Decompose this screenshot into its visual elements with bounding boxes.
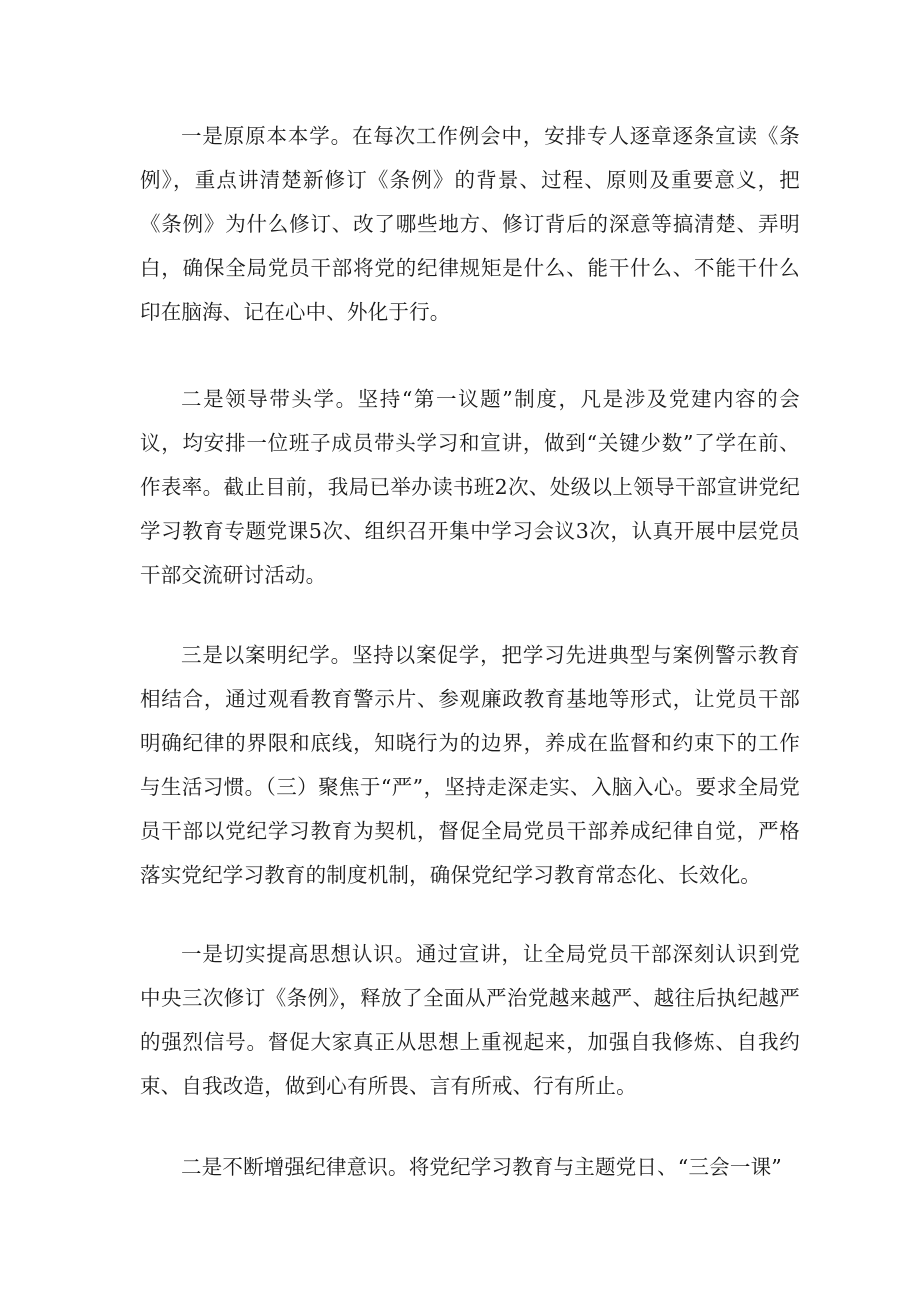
paragraph-raise-awareness: 一是切实提高思想认识。通过宣讲，让全局党员干部深刻认识到党中央三次修订《条例》，释放了全面从严治党越来越严、越往后执纪越严的强烈信号。督促大家真正从思想上重视起来，加强自我修炼、自我约束、自我改造，做到心有所畏、言有所戒、行有所止。 [140, 942, 800, 1098]
paragraph-case-based-study: 三是以案明纪学。坚持以案促学，把学习先进典型与案例警示教育相结合，通过观看教育警示片、参观廉政教育基地等形式，让党员干部明确纪律的界限和底线，知晓行为的边界，养成在监督和约束下的工作与生活习惯。（三）聚焦于“严”，坚持走深走实、入脑入心。要求全局党员干部以党纪学习教育为契机，督促全局党员干部养成纪律自觉，严格落实党纪学习教育的制度机制，确保党纪学习教育常态化、长效化。 [140, 643, 800, 887]
paragraph-study-original-text: 一是原原本本学。在每次工作例会中，安排专人逐章逐条宣读《条例》，重点讲清楚新修订《条例》的背景、过程、原则及重要意义，把《条例》为什么修订、改了哪些地方、修订背后的深意等搞清楚、弄明白，确保全局党员干部将党的纪律规矩是什么、能干什么、不能干什么印在脑海、记在心中、外化于行。 [140, 124, 800, 324]
paragraph-strengthen-discipline: 二是不断增强纪律意识。将党纪学习教育与主题党日、“三会一课” [181, 1155, 782, 1179]
paragraph-leaders-study-first: 二是领导带头学。坚持“第一议题”制度，凡是涉及党建内容的会议，均安排一位班子成员带头学习和宣讲，做到“关键少数”了学在前、作表率。截止目前，我局已举办读书班2次、处级以上领导干部宣讲党纪学习教育专题党课5次、组织召开集中学习会议3次，认真开展中层党员干部交流研讨活动。 [140, 387, 800, 587]
